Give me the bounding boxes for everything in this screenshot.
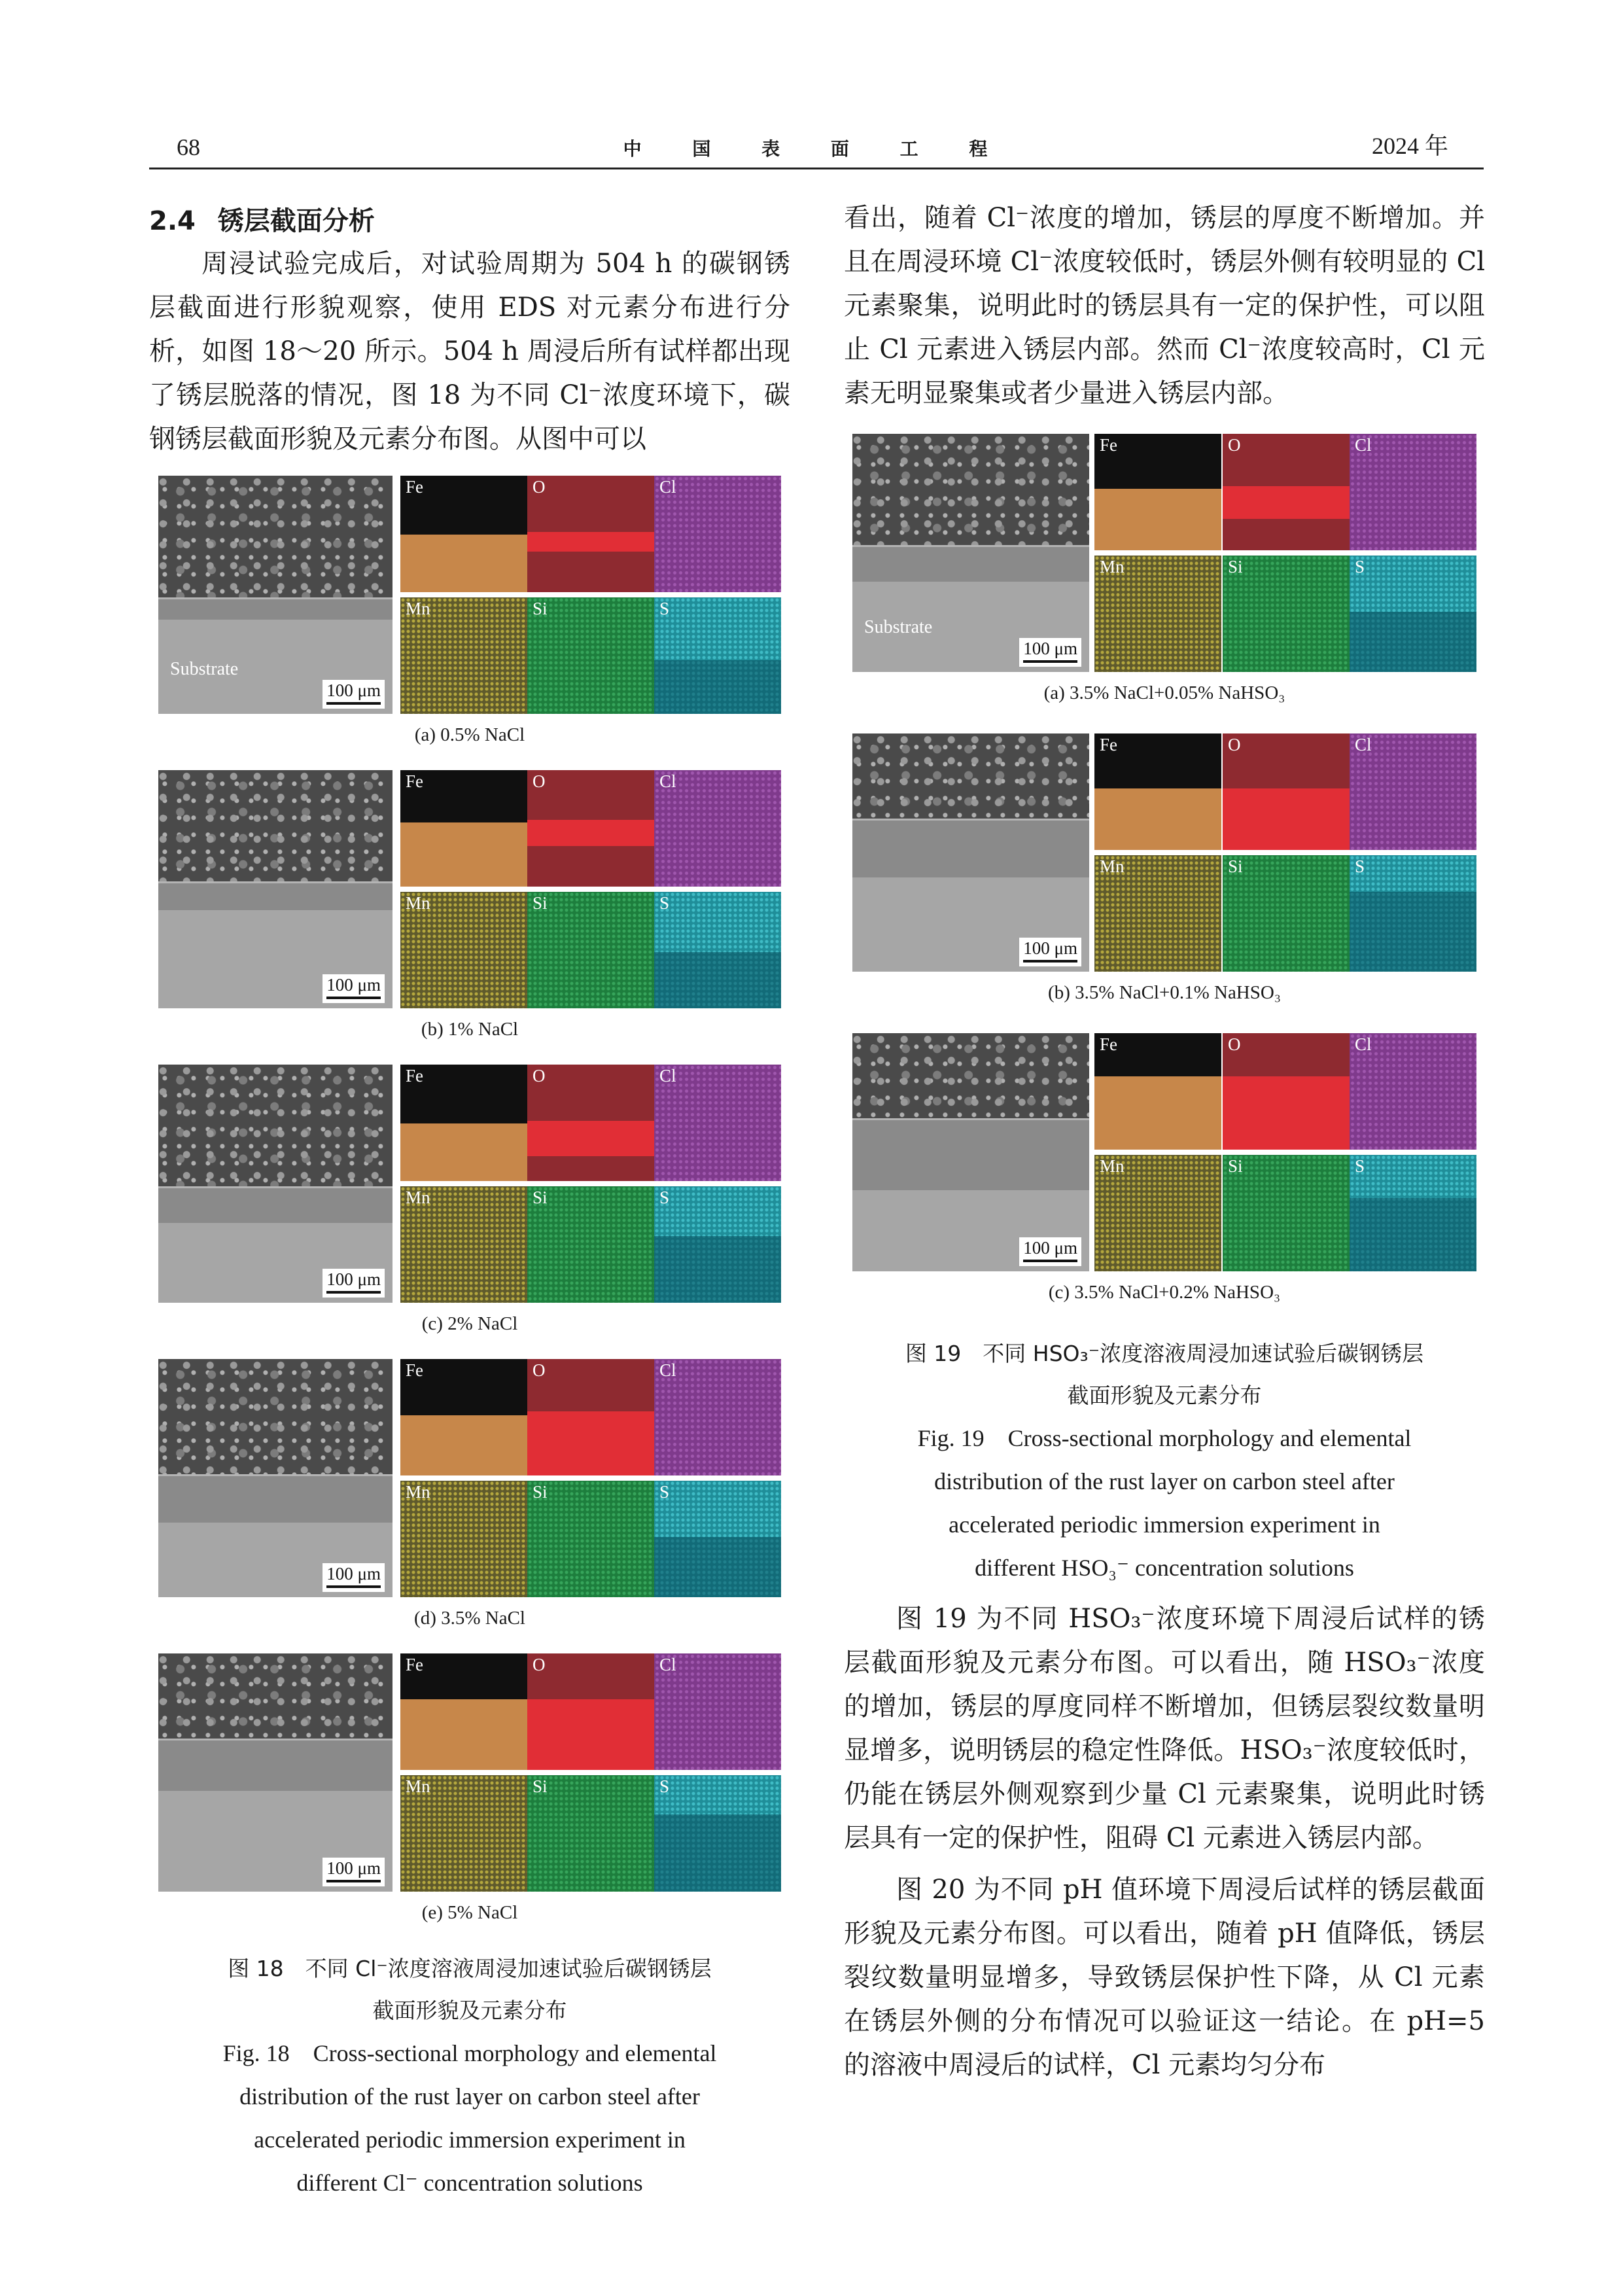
eds-map-cl [1350, 434, 1476, 550]
element-label: O [1228, 435, 1241, 455]
caption-cn-line: 图 18 不同 Cl⁻浓度溶液周浸加速试验后碳钢锈层 [228, 1956, 712, 1981]
element-label: Cl [659, 771, 676, 791]
eds-map-o [527, 770, 654, 887]
scale-bar-label: 100 μm [1023, 938, 1077, 958]
element-label: Mn [1100, 557, 1125, 576]
scale-bar-label: 100 μm [326, 1564, 381, 1583]
scale-bar [323, 680, 385, 709]
element-label: S [659, 1188, 670, 1207]
eds-map-si [527, 892, 654, 1008]
element-label: S [1355, 1156, 1365, 1176]
subfigure-caption: (b) 3.5% NaCl+0.1% NaHSO₃ [1048, 982, 1281, 1003]
element-label: Fe [406, 1655, 423, 1674]
element-label: Mn [406, 599, 430, 618]
caption-en-line: distribution of the rust layer on carbon steel after [239, 2083, 700, 2110]
eds-map-o [1223, 1033, 1350, 1150]
sem-cross-section-image [852, 1033, 1089, 1271]
element-label: Fe [406, 1360, 423, 1380]
element-label: Si [532, 1776, 548, 1796]
scale-bar-label: 100 μm [326, 680, 381, 700]
element-label: Cl [659, 1655, 676, 1674]
element-label: Cl [659, 1066, 676, 1086]
left-column [149, 196, 790, 2204]
element-label: S [659, 1776, 670, 1796]
caption-cn-line: 截面形貌及元素分布 [372, 1998, 567, 2023]
eds-map-cl [1350, 1033, 1476, 1150]
eds-map-o [1223, 733, 1350, 850]
eds-map-cl [654, 1065, 781, 1181]
scale-bar [1019, 638, 1081, 667]
scale-bar [323, 1269, 385, 1298]
eds-map-mn [400, 597, 527, 714]
eds-map-si [527, 1186, 654, 1303]
figure-19-caption [844, 1333, 1485, 1589]
eds-map-mn [400, 1481, 527, 1597]
eds-map-o [527, 1359, 654, 1475]
scale-bar-label: 100 μm [1023, 639, 1077, 658]
element-label: Si [1228, 557, 1243, 576]
eds-map-s [1350, 855, 1476, 972]
fig19-panel-a [852, 434, 1476, 672]
eds-map-o [527, 1065, 654, 1181]
eds-map-si [527, 1775, 654, 1892]
eds-map-s [654, 892, 781, 1008]
figure-19 [844, 434, 1485, 1589]
eds-map-s [654, 1186, 781, 1303]
element-label: O [532, 1066, 546, 1086]
body-paragraph: 图 19 为不同 HSO₃⁻浓度环境下周浸后试样的锈层截面形貌及元素分布图。可以看出，随 HSO₃⁻浓度的增加，锈层的厚度同样不断增加，但锈层裂纹数量明显增多，说明锈层的稳定性降低。HSO₃⁻浓度较低时，仍能在锈层外侧观察到少量 Cl 元素聚集，说明此时锈层具有一定的保护性，阻碍 Cl 元素进入锈层内部。 [844, 1604, 1485, 1853]
fig18-panel-b [158, 770, 781, 1008]
eds-map-mn [1094, 855, 1221, 972]
caption-en-line: distribution of the rust layer on carbon steel after [934, 1468, 1395, 1494]
substrate-label: Substrate [864, 617, 933, 637]
eds-map-s [654, 1775, 781, 1892]
caption-cn-line: 截面形貌及元素分布 [1067, 1383, 1262, 1408]
journal-title: 中 国 表 面 工 程 [623, 138, 1010, 160]
element-label: Si [1228, 1156, 1243, 1176]
eds-map-s [654, 1481, 781, 1597]
eds-map-si [1223, 855, 1350, 972]
subfigure-caption: (b) 1% NaCl [421, 1019, 519, 1040]
scale-bar-label: 100 μm [326, 1269, 381, 1289]
element-label: S [1355, 557, 1365, 576]
caption-cn-line: 图 19 不同 HSO₃⁻浓度溶液周浸加速试验后碳钢锈层 [905, 1341, 1424, 1366]
caption-en-line: Fig. 18 Cross-sectional morphology and elemental [222, 2040, 717, 2066]
eds-map-cl [654, 476, 781, 592]
sem-cross-section-image [158, 476, 393, 714]
subfigure-caption: (a) 0.5% NaCl [414, 724, 525, 745]
fig18-panel-c [158, 1065, 781, 1303]
element-label: Si [532, 1482, 548, 1502]
eds-map-o [527, 476, 654, 592]
eds-map-si [527, 597, 654, 714]
scale-bar-label: 100 μm [1023, 1238, 1077, 1258]
caption-en-line: different Cl⁻ concentration solutions [296, 2170, 643, 2196]
fig19-panel-b [852, 733, 1476, 972]
element-label: Mn [406, 893, 430, 913]
scale-bar [1019, 1237, 1081, 1266]
eds-map-fe [1094, 733, 1221, 850]
eds-map-fe [1094, 434, 1221, 550]
body-paragraph: 图 20 为不同 pH 值环境下周浸后试样的锈层截面形貌及元素分布图。可以看出，随着 pH 值降低，锈层裂纹数量明显增多，导致锈层保护性下降，从 Cl 元素在锈层外侧的分布情况可以验证这一结论。在 pH=5 的溶液中周浸后的试样，Cl 元素均匀分布 [844, 1875, 1485, 2080]
caption-en-line: accelerated periodic immersion experiment in [949, 1511, 1380, 1538]
element-label: Si [532, 893, 548, 913]
eds-map-s [1350, 1155, 1476, 1271]
eds-map-mn [1094, 556, 1221, 672]
subfigure-caption: (d) 3.5% NaCl [414, 1608, 525, 1629]
element-label: Fe [1100, 435, 1117, 455]
eds-map-cl [654, 1653, 781, 1770]
eds-map-s [654, 597, 781, 714]
element-label: Si [1228, 857, 1243, 876]
sem-cross-section-image [158, 770, 393, 1008]
caption-en-line: different HSO₃⁻ concentration solutions [975, 1555, 1354, 1581]
eds-map-fe [1094, 1033, 1221, 1150]
element-label: O [1228, 735, 1241, 754]
scale-bar [323, 974, 385, 1003]
eds-map-si [527, 1481, 654, 1597]
eds-map-cl [1350, 733, 1476, 850]
element-label: Mn [406, 1482, 430, 1502]
fig18-panel-e [158, 1653, 781, 1892]
sem-cross-section-image [852, 434, 1089, 672]
sem-cross-section-image [158, 1359, 393, 1597]
eds-map-fe [400, 1359, 527, 1475]
element-label: Fe [406, 477, 423, 497]
body-paragraph: 周浸试验完成后，对试验周期为 504 h 的碳钢锈层截面进行形貌观察，使用 EDS 对元素分布进行分析，如图 18～20 所示。504 h 周浸后所有试样都出现了锈层脱落的情况，图 18 为不同 Cl⁻浓度环境下，碳钢锈层截面形貌及元素分布图。从图中可以 [149, 249, 790, 454]
scale-bar-label: 100 μm [326, 1858, 381, 1878]
element-label: S [659, 1482, 670, 1502]
section-title: 锈层截面分析 [217, 206, 375, 236]
element-label: O [532, 477, 546, 497]
element-label: Mn [406, 1188, 430, 1207]
section-number: 2.4 [149, 206, 196, 236]
element-label: O [532, 771, 546, 791]
element-label: Cl [1355, 1034, 1372, 1054]
eds-map-o [527, 1653, 654, 1770]
eds-map-si [1223, 1155, 1350, 1271]
element-label: O [532, 1655, 546, 1674]
sem-cross-section-image [158, 1065, 393, 1303]
element-label: Mn [406, 1776, 430, 1796]
element-label: Mn [1100, 857, 1125, 876]
fig18-panel-a [158, 476, 781, 714]
scale-bar [1019, 938, 1081, 966]
element-label: Cl [1355, 735, 1372, 754]
eds-map-mn [400, 1186, 527, 1303]
subfigure-caption: (a) 3.5% NaCl+0.05% NaHSO₃ [1043, 682, 1285, 703]
element-label: Cl [659, 1360, 676, 1380]
scale-bar [323, 1563, 385, 1592]
subfigure-caption: (c) 3.5% NaCl+0.2% NaHSO₃ [1048, 1282, 1281, 1303]
eds-map-s [1350, 556, 1476, 672]
eds-map-mn [400, 1775, 527, 1892]
eds-map-mn [400, 892, 527, 1008]
scale-bar-label: 100 μm [326, 975, 381, 995]
eds-map-si [1223, 556, 1350, 672]
eds-map-fe [400, 770, 527, 887]
element-label: S [659, 893, 670, 913]
element-label: Cl [659, 477, 676, 497]
caption-en-line: Fig. 19 Cross-sectional morphology and elemental [917, 1425, 1412, 1451]
body-paragraph: 看出，随着 Cl⁻浓度的增加，锈层的厚度不断增加。并且在周浸环境 Cl⁻浓度较低时，锈层外侧有较明显的 Cl 元素聚集，说明此时的锈层具有一定的保护性，可以阻止 Cl 元素进入锈层内部。然而 Cl⁻浓度较高时，Cl 元素无明显聚集或者少量进入锈层内部。 [844, 203, 1485, 408]
sem-cross-section-image [852, 733, 1089, 972]
element-label: Si [532, 599, 548, 618]
eds-map-fe [400, 1065, 527, 1181]
eds-map-fe [400, 1653, 527, 1770]
element-label: O [532, 1360, 546, 1380]
eds-map-cl [654, 770, 781, 887]
element-label: S [659, 599, 670, 618]
page-number: 68 [177, 134, 200, 160]
journal-year: 2024 年 [1371, 133, 1448, 159]
eds-map-cl [654, 1359, 781, 1475]
element-label: Fe [406, 771, 423, 791]
element-label: Si [532, 1188, 548, 1207]
sem-cross-section-image [158, 1653, 393, 1892]
figure-18-caption [149, 1948, 790, 2204]
element-label: O [1228, 1034, 1241, 1054]
element-label: Fe [1100, 735, 1117, 754]
fig18-panel-d [158, 1359, 781, 1597]
element-label: Mn [1100, 1156, 1125, 1176]
subfigure-caption: (e) 5% NaCl [421, 1902, 518, 1923]
right-column [844, 196, 1485, 2087]
fig19-panel-c [852, 1033, 1476, 1271]
eds-map-fe [400, 476, 527, 592]
subfigure-caption: (c) 2% NaCl [421, 1313, 518, 1334]
element-label: Fe [1100, 1034, 1117, 1054]
scale-bar [323, 1858, 385, 1886]
running-header [149, 124, 1484, 169]
figure-18 [149, 476, 790, 2204]
eds-map-o [1223, 434, 1350, 550]
element-label: S [1355, 857, 1365, 876]
substrate-label: Substrate [170, 659, 239, 679]
eds-map-mn [1094, 1155, 1221, 1271]
element-label: Cl [1355, 435, 1372, 455]
section-heading [149, 200, 790, 242]
caption-en-line: accelerated periodic immersion experiment in [254, 2127, 686, 2153]
element-label: Fe [406, 1066, 423, 1086]
